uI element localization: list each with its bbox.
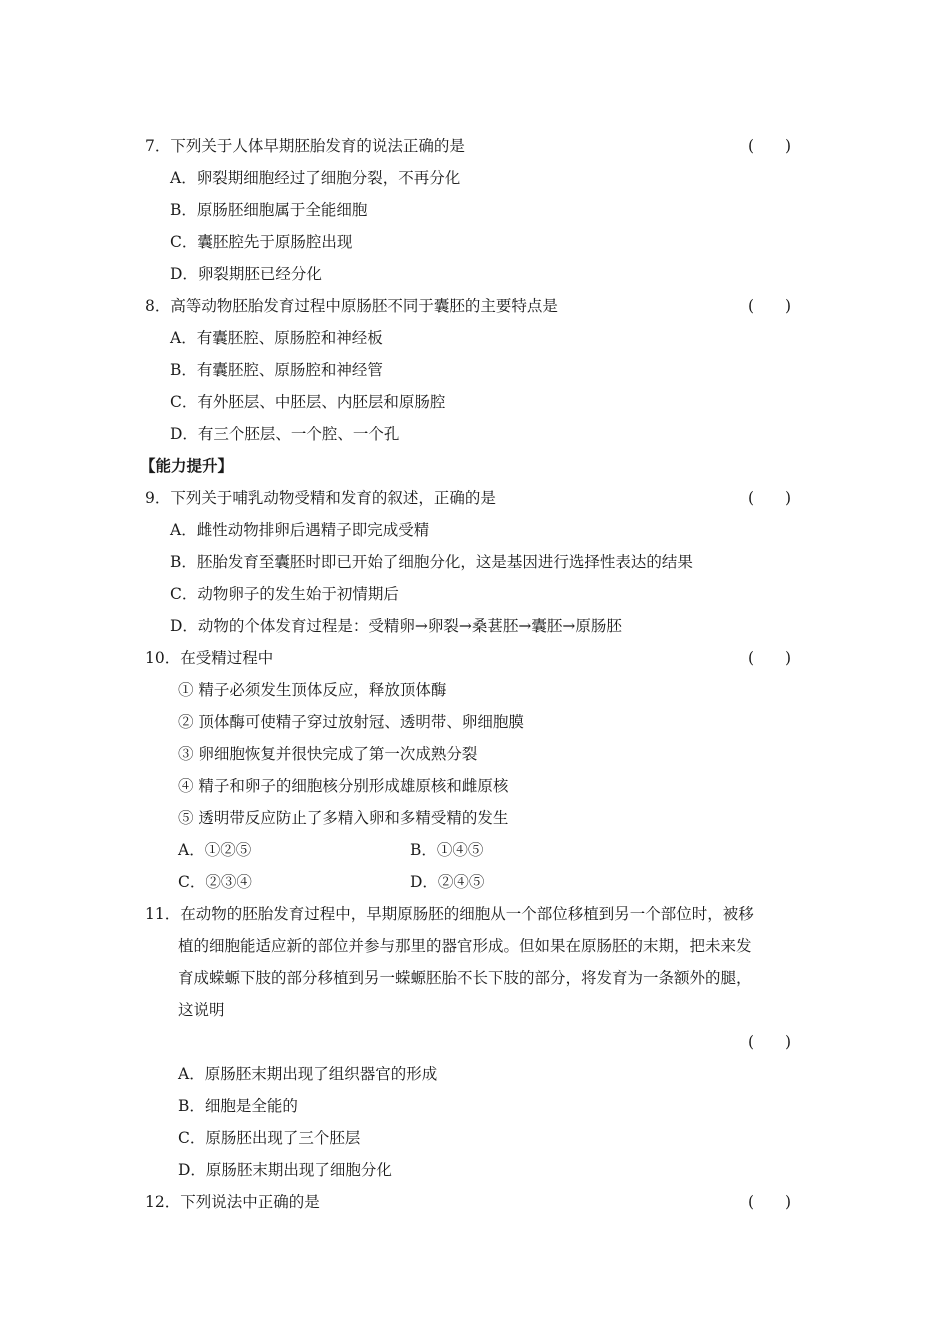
option-c: C．有外胚层、中胚层、内胚层和原肠腔: [170, 393, 446, 411]
option-c: C．囊胚腔先于原肠腔出现: [170, 233, 353, 251]
answer-blank: ( ): [748, 1033, 792, 1051]
statement-2: ② 顶体酶可使精子穿过放射冠、透明带、卵细胞膜: [178, 713, 524, 731]
option-a: A．有囊胚腔、原肠腔和神经板: [170, 329, 383, 347]
option-c: C．②③④: [178, 873, 252, 891]
question-11-stem-line-1: 11．在动物的胚胎发育过程中，早期原肠胚的细胞从一个部位移植到另一个部位时，被移: [145, 905, 754, 923]
option-d: D．有三个胚层、一个腔、一个孔: [170, 425, 400, 443]
answer-blank: ( ): [748, 1193, 792, 1211]
option-a: A．①②⑤: [178, 841, 252, 859]
section-heading: 【能力提升】: [140, 456, 234, 475]
option-c: C．动物卵子的发生始于初情期后: [170, 585, 399, 603]
question-7-stem: 7．下列关于人体早期胚胎发育的说法正确的是: [145, 137, 465, 155]
option-c: C．原肠胚出现了三个胚层: [178, 1129, 361, 1147]
answer-blank: ( ): [748, 137, 792, 155]
question-8-stem: 8．高等动物胚胎发育过程中原肠胚不同于囊胚的主要特点是: [145, 297, 558, 315]
option-d: D．卵裂期胚已经分化: [170, 265, 322, 283]
question-11-stem-line-2: 植的细胞能适应新的部位并参与那里的器官形成。但如果在原肠胚的末期，把未来发: [178, 937, 752, 955]
option-a: A．卵裂期细胞经过了细胞分裂，不再分化: [170, 169, 461, 187]
question-9-stem: 9．下列关于哺乳动物受精和发育的叙述，正确的是: [145, 489, 496, 507]
answer-blank: ( ): [748, 649, 792, 667]
statement-1: ① 精子必须发生顶体反应，释放顶体酶: [178, 681, 447, 699]
option-b: B．有囊胚腔、原肠腔和神经管: [170, 361, 383, 379]
option-b: B．原肠胚细胞属于全能细胞: [170, 201, 368, 219]
question-11-stem-line-4: 这说明: [178, 1001, 225, 1019]
statement-4: ④ 精子和卵子的细胞核分别形成雄原核和雌原核: [178, 777, 509, 795]
answer-blank: ( ): [748, 489, 792, 507]
option-b: B．①④⑤: [410, 841, 484, 859]
option-a: A．原肠胚末期出现了组织器官的形成: [178, 1065, 438, 1083]
answer-blank: ( ): [748, 297, 792, 315]
option-b: B．细胞是全能的: [178, 1097, 298, 1115]
option-d: D．动物的个体发育过程是：受精卵→卵裂→桑葚胚→囊胚→原肠胚: [170, 617, 622, 635]
option-d: D．②④⑤: [410, 873, 485, 891]
option-a: A．雌性动物排卵后遇精子即完成受精: [170, 521, 430, 539]
question-11-stem-line-3: 育成蝾螈下肢的部分移植到另一蝾螈胚胎不长下肢的部分，将发育为一条额外的腿，: [178, 969, 752, 987]
option-d: D．原肠胚末期出现了细胞分化: [178, 1161, 392, 1179]
statement-5: ⑤ 透明带反应防止了多精入卵和多精受精的发生: [178, 809, 509, 827]
question-10-stem: 10．在受精过程中: [145, 649, 274, 667]
option-b: B．胚胎发育至囊胚时即已开始了细胞分化，这是基因进行选择性表达的结果: [170, 553, 693, 571]
question-12-stem: 12．下列说法中正确的是: [145, 1193, 320, 1211]
statement-3: ③ 卵细胞恢复并很快完成了第一次成熟分裂: [178, 745, 478, 763]
